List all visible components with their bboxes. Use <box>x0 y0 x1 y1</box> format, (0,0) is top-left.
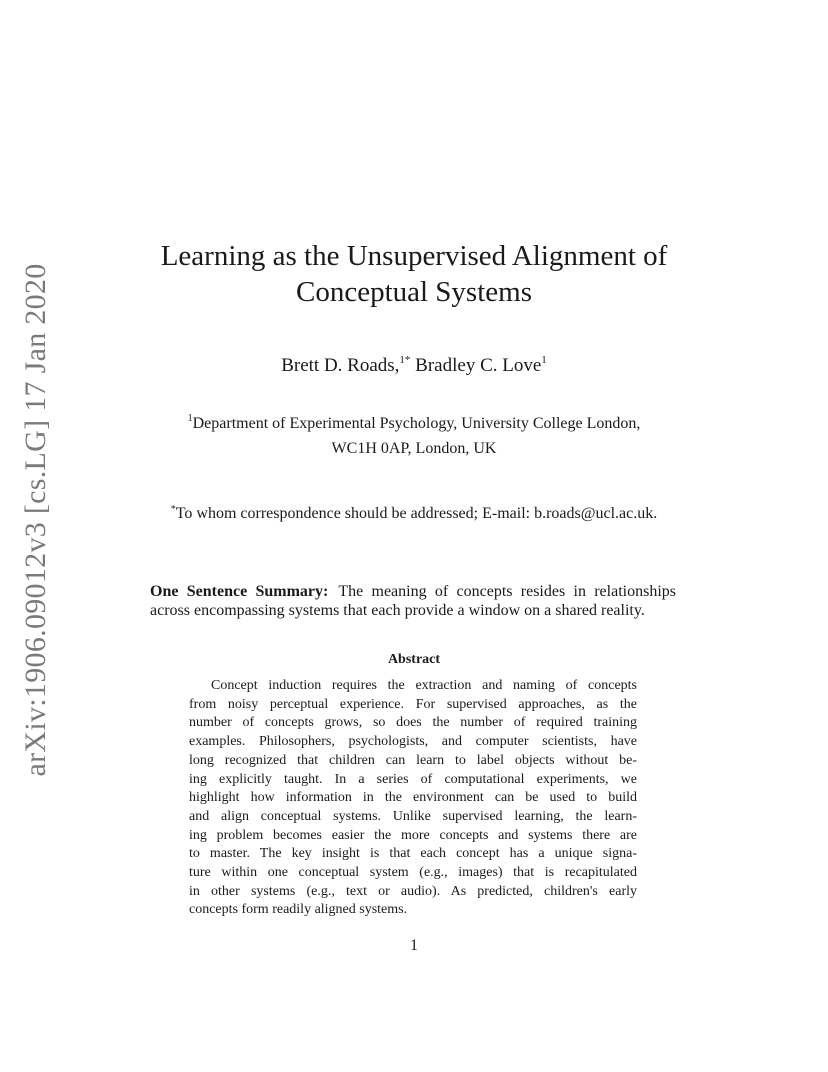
abstract-heading: Abstract <box>387 652 441 667</box>
author-list <box>0 354 828 377</box>
author-2-name: Bradley C. Love <box>410 355 542 376</box>
paper-title <box>0 238 828 310</box>
page-number: 1 <box>410 937 418 954</box>
abstract-line: long recognized that children can learn to label objects without be- <box>189 752 637 768</box>
title-line-1: Learning as the Unsupervised Alignment of <box>160 240 668 272</box>
abstract-line: examples. Philosophers, psychologists, and computer scientists, have <box>189 734 637 750</box>
abstract-body <box>189 677 637 920</box>
affiliation <box>0 406 828 461</box>
correspondence-mark: * <box>170 504 176 515</box>
abstract-line: and align conceptual systems. Unlike supervised learning, the learn- <box>189 808 637 824</box>
author-1-name: Brett D. Roads, <box>281 355 400 376</box>
affiliation-mark: 1 <box>187 413 193 424</box>
abstract-line: in other systems (e.g., text or audio). As predicted, children's early <box>189 883 637 899</box>
author-1-affiliation-mark: 1* <box>399 354 411 366</box>
affiliation-line-1 <box>0 406 828 436</box>
affiliation-line-2: WC1H 0AP, London, UK <box>331 440 497 457</box>
correspondence-text: To whom correspondence should be addressed; E-mail: b.roads@ucl.ac.uk. <box>175 505 658 522</box>
summary-text: The meaning of concepts resides in relationships across encompassing systems that each provide a window on a shared reality. <box>150 583 676 619</box>
author-2-affiliation-mark: 1 <box>541 354 547 366</box>
affiliation-line-1-text: Department of Experimental Psychology, University College London, <box>192 415 641 432</box>
abstract-line: ing explicitly taught. In a series of computational experiments, we <box>189 771 637 787</box>
summary-label: One Sentence Summary: <box>150 583 329 600</box>
abstract-line: Concept induction requires the extraction and naming of concepts <box>211 678 637 693</box>
arxiv-identifier-stamp: arXiv:1906.09012v3 [cs.LG] 17 Jan 2020 <box>19 263 52 777</box>
abstract-line: to master. The key insight is that each concept has a unique signa- <box>189 846 637 862</box>
abstract-line: number of concepts grows, so does the number of required training <box>189 715 637 731</box>
abstract-line: ing problem becomes easier the more concepts and systems there are <box>189 827 637 843</box>
title-line-2: Conceptual Systems <box>295 276 532 308</box>
abstract-line: concepts form readily aligned systems. <box>189 902 408 918</box>
abstract-line: from noisy perceptual experience. For supervised approaches, as the <box>189 696 637 712</box>
abstract-line: ture within one conceptual system (e.g., images) that is recapitulated <box>189 865 637 881</box>
correspondence-note <box>0 504 828 523</box>
abstract-line: highlight how information in the environment can be used to build <box>189 790 637 806</box>
one-sentence-summary <box>150 582 676 620</box>
